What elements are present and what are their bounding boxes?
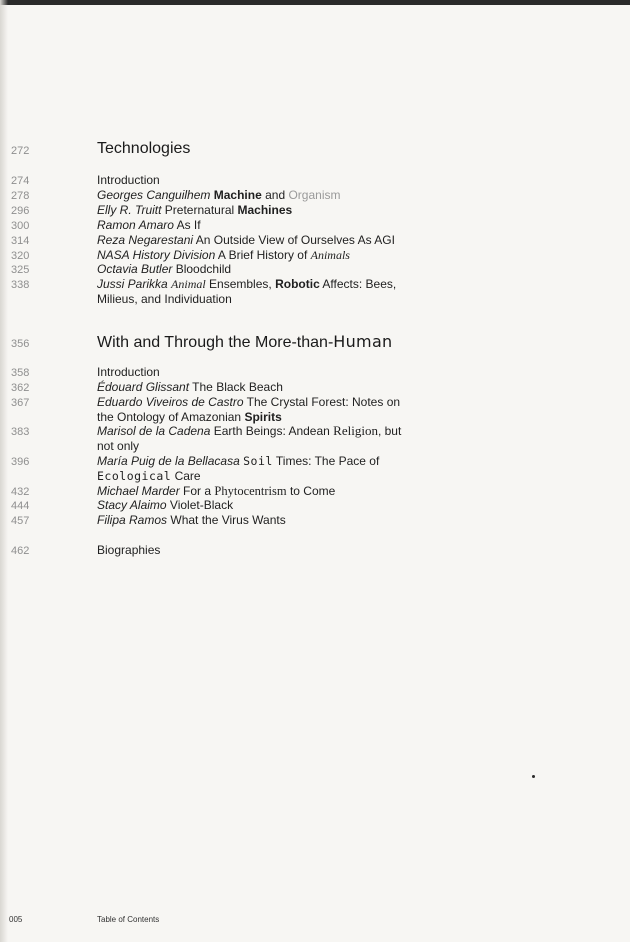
entry-author: Eduardo Viveiros de Castro [97, 395, 244, 409]
entry-title-part: Ensembles, [205, 277, 276, 291]
entry-page-number: 457 [11, 515, 30, 527]
entry-page-number: 325 [11, 264, 30, 276]
entry-title-part: and [261, 188, 289, 202]
entry-title-part: Phytocentrism [214, 484, 287, 498]
toc-entry-biographies[interactable] [97, 543, 407, 558]
entry-page-number: 462 [11, 545, 30, 557]
entry-title-part: As If [173, 218, 201, 232]
entry-page-number: 383 [11, 426, 30, 438]
entry-title-part: Robotic [275, 277, 320, 291]
entry-title-part: For a [179, 484, 215, 498]
entry-page-number: 300 [11, 220, 30, 232]
entry-title-part: An Outside View of Ourselves As AGI [193, 233, 395, 247]
entry-title-part: The Black Beach [189, 380, 283, 394]
entry-title: Introduction [97, 365, 160, 379]
entry-title-part: Religion [333, 423, 378, 438]
entry-title-part: Spirits [244, 409, 282, 424]
section-page-number: 356 [11, 338, 30, 350]
section-page-number: 272 [11, 145, 30, 157]
entry-title-part: Times: The Pace of [272, 454, 380, 468]
toc-entry[interactable] [97, 248, 407, 263]
entry-title-part: Machine [213, 188, 262, 202]
toc-entry[interactable] [97, 365, 407, 380]
toc-entry[interactable] [97, 277, 407, 306]
entry-title-part: Soil [243, 454, 273, 468]
entry-title-part: Ecological [97, 468, 172, 483]
entry-author: Stacy Alaimo [97, 498, 167, 512]
entry-page-number: 320 [11, 250, 30, 262]
entry-page-number: 278 [11, 190, 30, 202]
section-title-part: With and Through the More-than- [97, 334, 334, 351]
entry-author: Reza Negarestani [97, 233, 194, 247]
toc-entry[interactable] [97, 233, 407, 248]
toc-entry[interactable] [97, 513, 407, 528]
entry-title-part: Preternatural [161, 203, 238, 217]
entry-page-number: 432 [11, 486, 30, 498]
entry-author: María Puig de la Bellacasa [97, 454, 240, 468]
entry-author: Ramon Amaro [97, 218, 174, 232]
page-binding-edge [0, 0, 8, 942]
entry-author: Michael Marder [97, 484, 180, 498]
page-top-shadow [0, 0, 630, 5]
entry-page-number: 444 [11, 500, 30, 512]
entry-author: Filipa Ramos [97, 513, 168, 527]
entry-author: Georges Canguilhem [97, 188, 211, 202]
toc-entry[interactable] [97, 484, 407, 499]
entry-title-part: to Come [286, 484, 336, 498]
entry-title-part: Machines [237, 203, 293, 217]
entry-page-number: 296 [11, 205, 30, 217]
entry-author: Jussi Parikka [97, 277, 168, 291]
entry-title-part: Animal [171, 277, 206, 291]
section-title-more-than-human [97, 332, 392, 352]
entry-title: Introduction [97, 173, 160, 187]
entry-author: Marisol de la Cadena [97, 424, 211, 438]
toc-entry[interactable] [97, 498, 407, 513]
entry-page-number: 314 [11, 235, 30, 247]
entry-title-part: Care [171, 468, 201, 483]
toc-entry[interactable] [97, 380, 407, 395]
entry-page-number: 367 [11, 397, 30, 409]
entry-author: Elly R. Truitt [97, 203, 162, 217]
toc-entry[interactable] [97, 262, 407, 277]
entry-title-part: Organism [288, 188, 341, 202]
entry-page-number: 396 [11, 456, 30, 468]
entry-author: Octavia Butler [97, 262, 173, 276]
toc-entry[interactable] [97, 173, 407, 188]
entry-page-number: 362 [11, 382, 30, 394]
section-title-technologies: Technologies [97, 140, 191, 157]
page-folio: 005 [9, 915, 23, 924]
entry-title: Biographies [97, 543, 161, 557]
toc-entry[interactable] [97, 203, 407, 218]
entry-title-part: Violet-Black [166, 498, 234, 512]
entry-title-part: Earth Beings: Andean [210, 424, 334, 438]
entry-title-part: Affects: Bees, Milieus, and Individuation [97, 277, 397, 306]
entry-title-part: What the Virus Wants [167, 513, 286, 527]
entry-title-part: A Brief History of [215, 248, 311, 262]
toc-entry[interactable] [97, 395, 407, 424]
toc-entry[interactable] [97, 218, 407, 233]
entry-title-part: Bloodchild [172, 262, 232, 276]
toc-entry[interactable] [97, 188, 407, 203]
page-speck [532, 775, 535, 778]
entry-page-number: 338 [11, 279, 30, 291]
toc-entry[interactable] [97, 454, 407, 483]
entry-page-number: 358 [11, 367, 30, 379]
toc-entry[interactable] [97, 424, 407, 453]
running-footer: Table of Contents [97, 915, 160, 924]
entry-title-part: The Crystal Forest: Notes on the Ontology of Amazonian [97, 395, 401, 424]
entry-page-number: 274 [11, 175, 30, 187]
entry-author: Édouard Glissant [97, 380, 190, 394]
entry-title-part: Animals [310, 248, 350, 262]
entry-author: NASA History Division [97, 248, 216, 262]
section-title-part: Human [333, 332, 393, 351]
entry-title-part: , but not only [97, 424, 402, 453]
